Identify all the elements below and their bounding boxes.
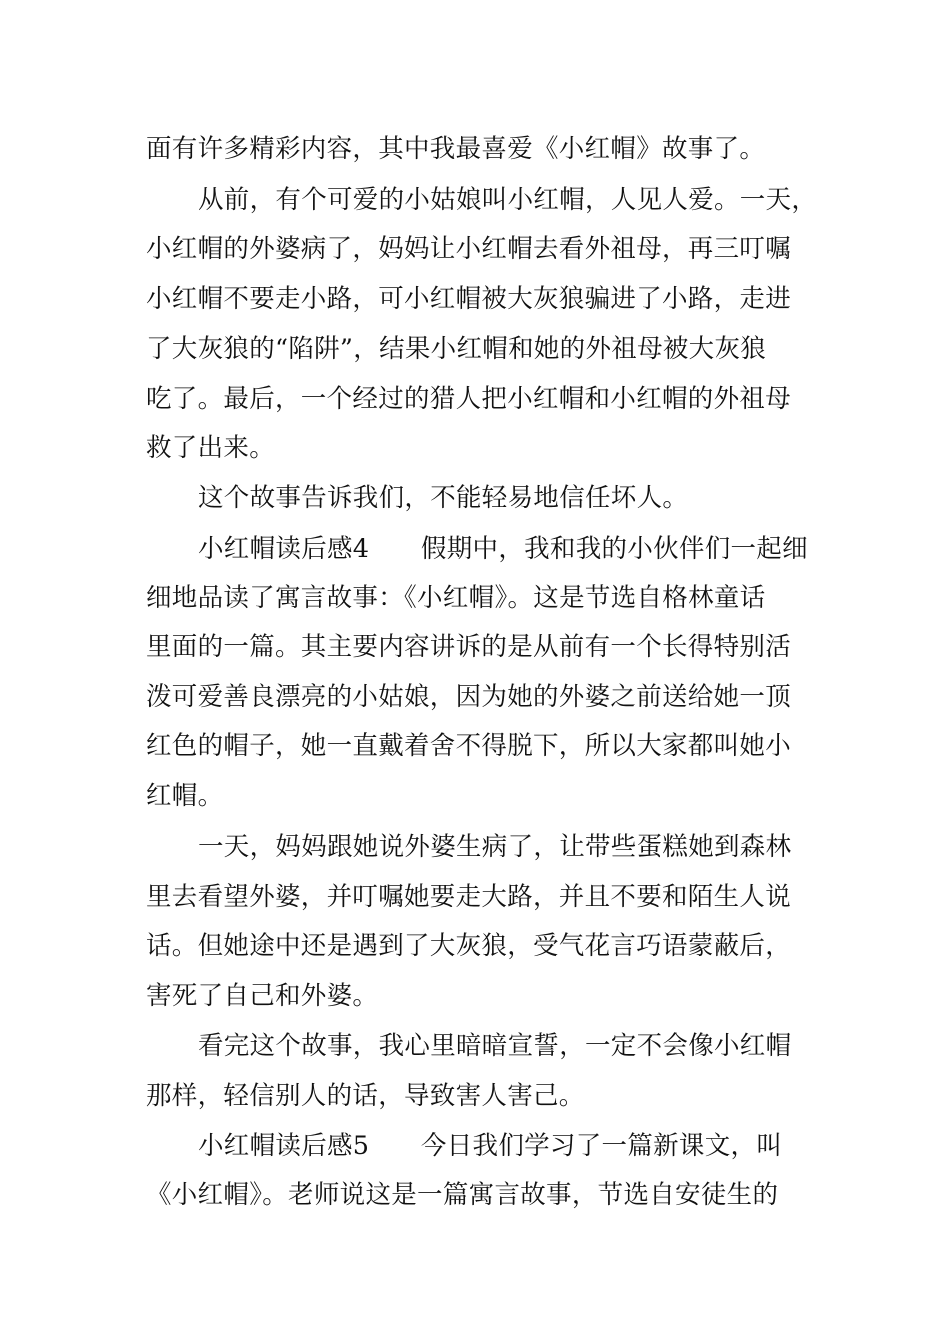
text-line: 面有许多精彩内容，其中我最喜爱《小红帽》故事了。 <box>146 134 766 164</box>
text-line: 救了出来。 <box>146 433 276 463</box>
text-line: 小红帽读后感5 今日我们学习了一篇新课文，叫 <box>198 1131 783 1161</box>
text-line: 《小红帽》。老师说这是一篇寓言故事，节选自安徒生的 <box>146 1180 779 1210</box>
text-line: 从前，有个可爱的小姑娘叫小红帽，人见人爱。一天， <box>198 185 818 215</box>
text-line: 小红帽读后感4 假期中，我和我的小伙伴们一起细 <box>198 534 808 564</box>
text-line: 害死了自己和外婆。 <box>146 981 379 1011</box>
text-line: 话。但她途中还是遇到了大灰狼，受气花言巧语蒙蔽后， <box>146 931 792 961</box>
text-line: 那样，轻信别人的话，导致害人害己。 <box>146 1081 585 1111</box>
text-line: 吃了。最后，一个经过的猎人把小红帽和小红帽的外祖母 <box>146 384 792 414</box>
text-line: 红帽。 <box>146 781 224 811</box>
text-line: 小红帽的外婆病了，妈妈让小红帽去看外祖母，再三叮嘱 <box>146 234 792 264</box>
text-line: 一天，妈妈跟她说外婆生病了，让带些蛋糕她到森林 <box>198 832 792 862</box>
text-line: 里去看望外婆，并叮嘱她要走大路，并且不要和陌生人说 <box>146 882 792 912</box>
text-line: 看完这个故事，我心里暗暗宣誓，一定不会像小红帽 <box>198 1031 792 1061</box>
text-line: 红色的帽子，她一直戴着舍不得脱下，所以大家都叫她小 <box>146 731 792 761</box>
text-line: 里面的一篇。其主要内容讲诉的是从前有一个长得特别活 <box>146 632 792 662</box>
text-line: 了大灰狼的“陷阱”，结果小红帽和她的外祖母被大灰狼 <box>146 334 767 364</box>
text-line: 细地品读了寓言故事：《小红帽》。这是节选自格林童话 <box>146 583 766 613</box>
text-line: 这个故事告诉我们，不能轻易地信任坏人。 <box>198 483 689 513</box>
text-line: 小红帽不要走小路，可小红帽被大灰狼骗进了小路，走进 <box>146 284 792 314</box>
text-line: 泼可爱善良漂亮的小姑娘，因为她的外婆之前送给她一顶 <box>146 682 792 712</box>
